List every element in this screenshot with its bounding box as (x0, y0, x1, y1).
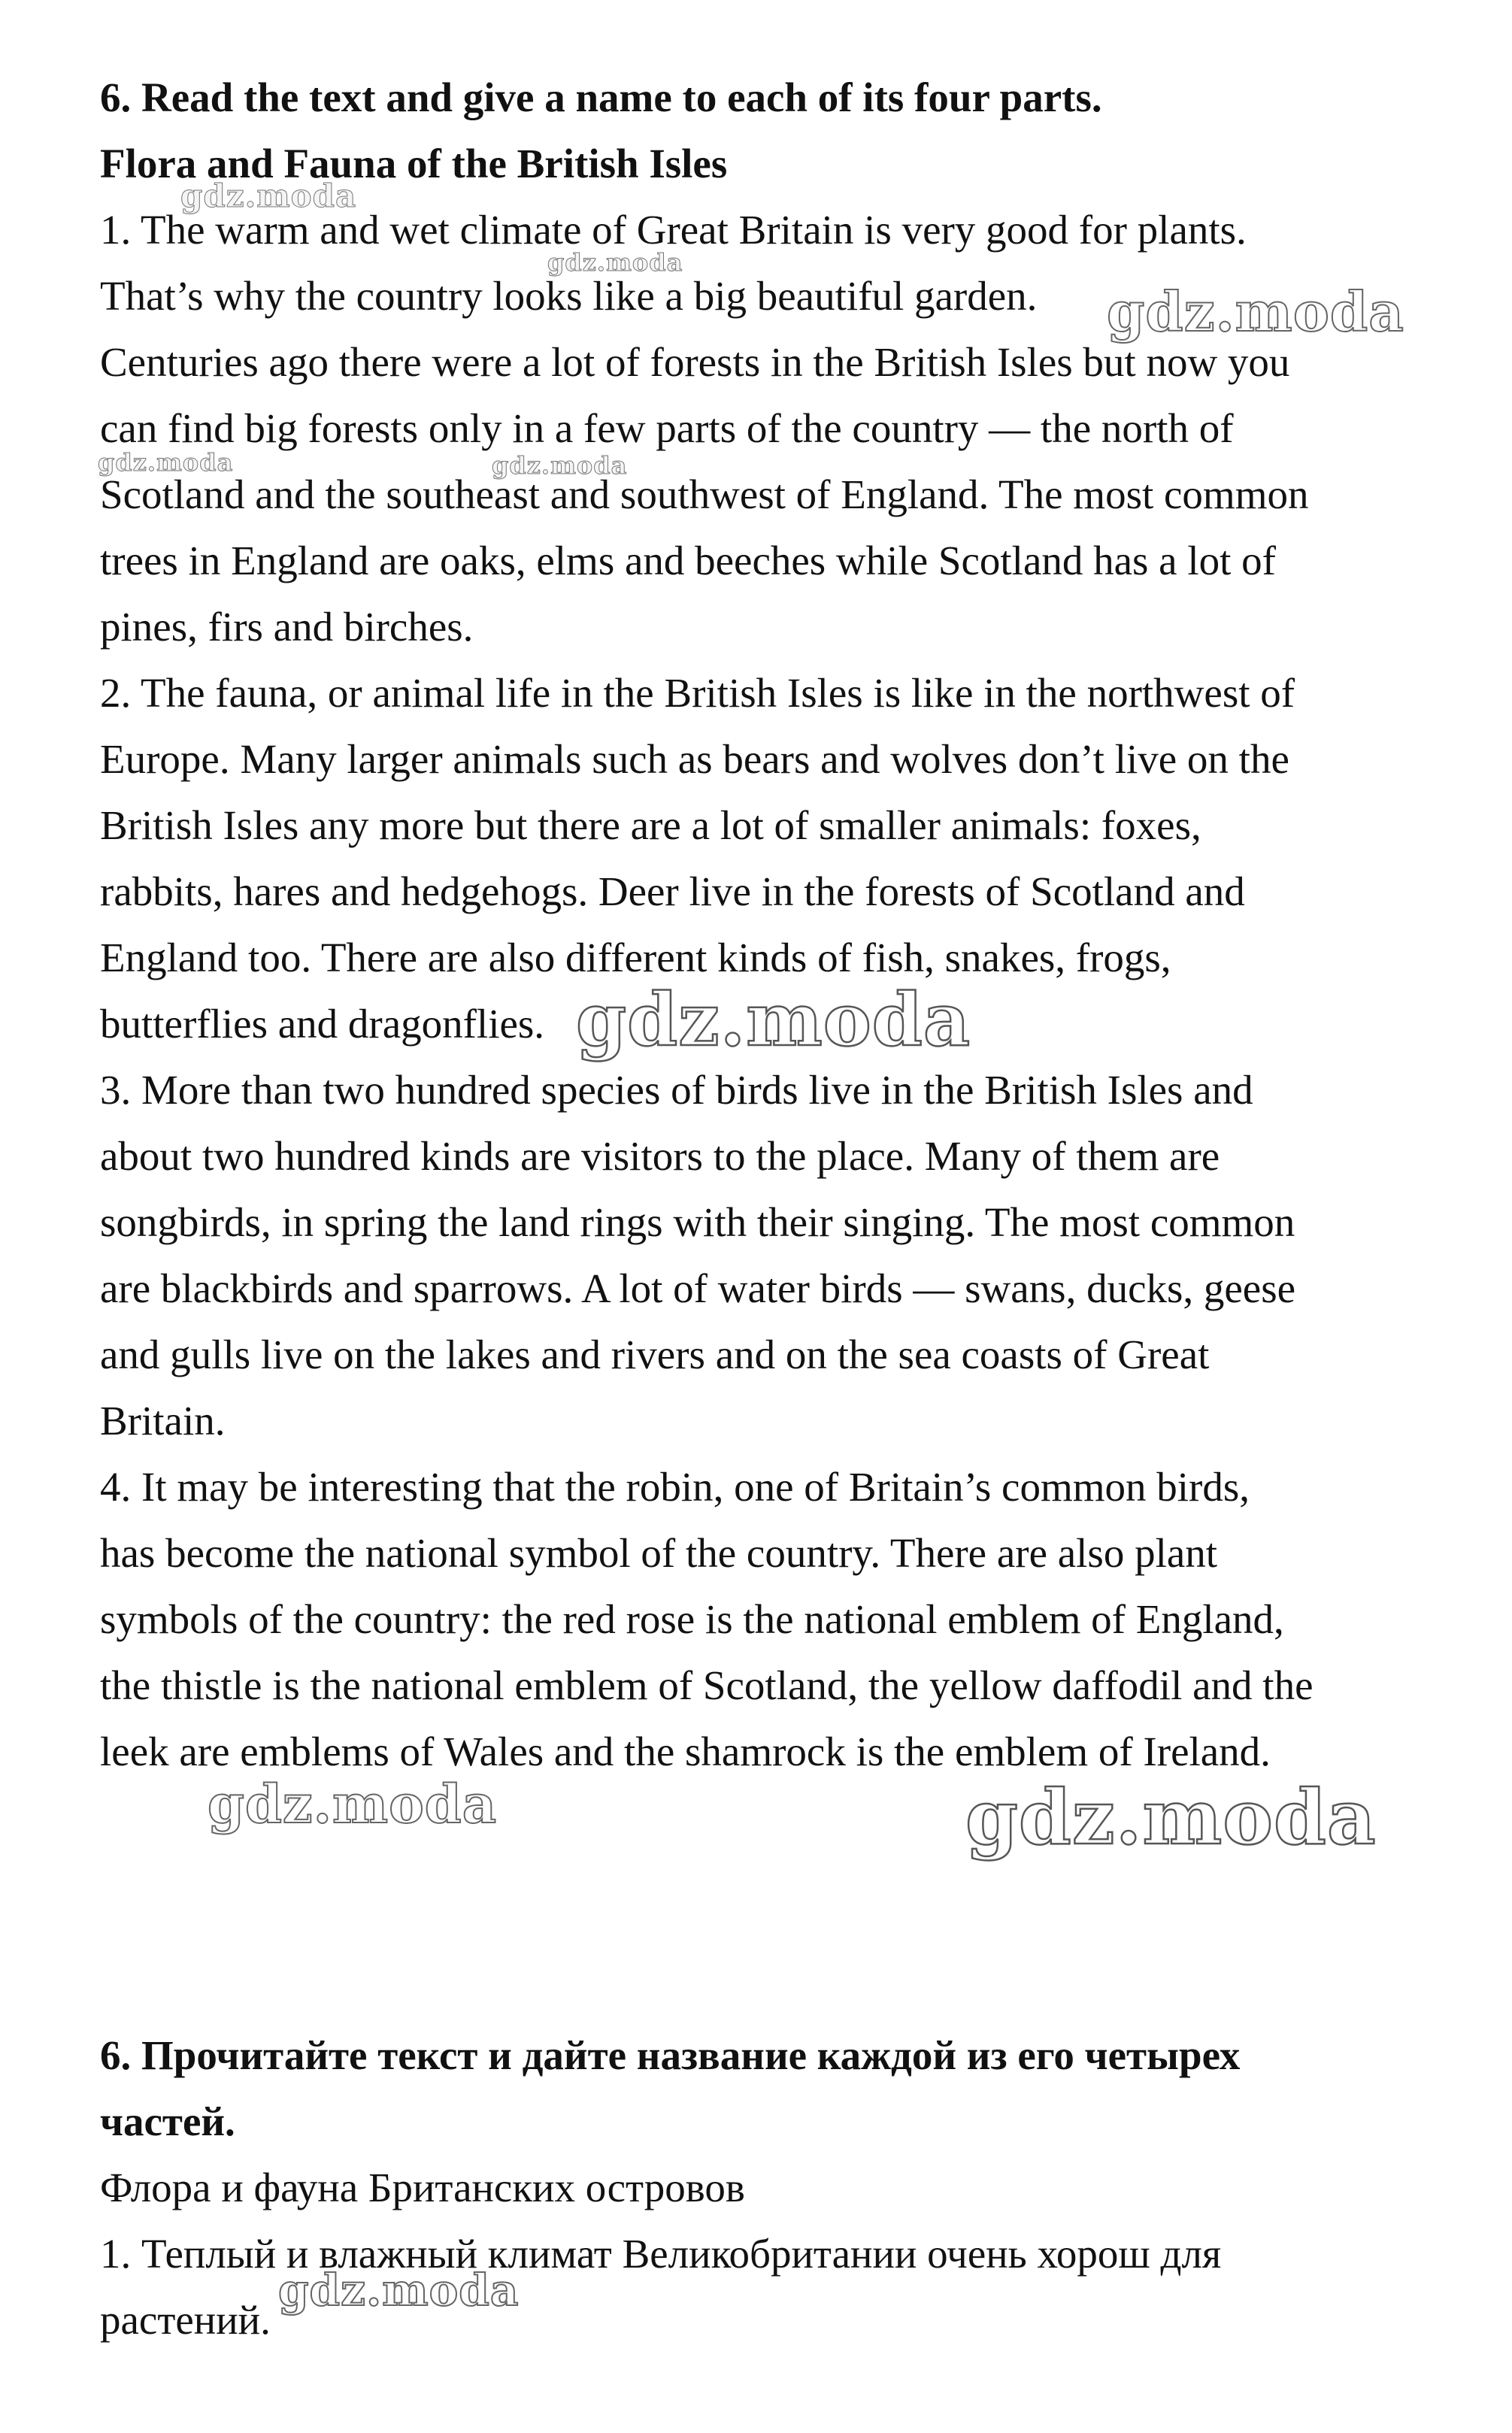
watermark: gdz.moda (180, 177, 357, 214)
paragraph-line: растений. (100, 2297, 271, 2343)
paragraph-line: 4. It may be interesting that the robin, one of Britain’s common birds, (100, 1464, 1250, 1510)
paragraph-line: Britain. (100, 1398, 226, 1444)
watermark: gdz.moda (547, 248, 683, 277)
task-heading-ru-line1: 6. Прочитайте текст и дайте название каждой из его четырех (100, 2032, 1241, 2078)
paragraph-line: are blackbirds and sparrows. A lot of water birds — swans, ducks, geese (100, 1265, 1296, 1311)
paragraph-line: has become the national symbol of the country. There are also plant (100, 1530, 1218, 1576)
task-heading-ru-line2: частей. (100, 2098, 235, 2144)
paragraph-line: 3. More than two hundred species of birds live in the British Isles and (100, 1067, 1253, 1113)
paragraph-line: songbirds, in spring the land rings with their singing. The most common (100, 1199, 1295, 1245)
paragraph-line: about two hundred kinds are visitors to the place. Many of them are (100, 1133, 1220, 1179)
paragraph-line: can find big forests only in a few parts of the country — the north of (100, 405, 1234, 451)
paragraph-line: 1. Теплый и влажный климат Великобритании очень хорош для (100, 2231, 1222, 2277)
text-title-en: Flora and Fauna of the British Isles (100, 141, 728, 186)
task-heading-en: 6. Read the text and give a name to each of its four parts. (100, 74, 1102, 120)
paragraph-line: pines, firs and birches. (100, 604, 474, 650)
paragraph-line: That’s why the country looks like a big beautiful garden. (100, 273, 1038, 319)
paragraph-line: the thistle is the national emblem of Scotland, the yellow daffodil and the (100, 1662, 1314, 1708)
paragraph-line: Europe. Many larger animals such as bears and wolves don’t live on the (100, 736, 1289, 782)
paragraph-line: rabbits, hares and hedgehogs. Deer live in the forests of Scotland and (100, 868, 1245, 914)
paragraph-line: and gulls live on the lakes and rivers and on the sea coasts of Great (100, 1332, 1210, 1377)
watermark: gdz.moda (576, 977, 971, 1062)
paragraph-line: trees in England are oaks, elms and beeches while Scotland has a lot of (100, 538, 1276, 583)
watermark: gdz.moda (1107, 280, 1404, 344)
paragraph-line: symbols of the country: the red rose is the national emblem of England, (100, 1596, 1284, 1642)
paragraph-line: 1. The warm and wet climate of Great Britain is very good for plants. (100, 207, 1247, 253)
paragraph-line: Centuries ago there were a lot of forests in the British Isles but now you (100, 339, 1290, 385)
paragraph-line: butterflies and dragonflies. (100, 1001, 545, 1047)
text-title-ru: Флора и фауна Британских островов (100, 2165, 745, 2210)
watermark: gdz.moda (965, 1773, 1377, 1862)
watermark: gdz.moda (208, 1773, 498, 1835)
watermark: gdz.moda (278, 2265, 520, 2316)
watermark: gdz.moda (492, 451, 628, 480)
watermark: gdz.moda (98, 448, 234, 477)
paragraph-line: leek are emblems of Wales and the shamrock is the emblem of Ireland. (100, 1729, 1271, 1774)
paragraph-line: England too. There are also different kinds of fish, snakes, frogs, (100, 935, 1171, 980)
paragraph-line: 2. The fauna, or animal life in the British Isles is like in the northwest of (100, 670, 1295, 716)
paragraph-line: Scotland and the southeast and southwest of England. The most common (100, 471, 1309, 517)
paragraph-line: British Isles any more but there are a lot of smaller animals: foxes, (100, 802, 1201, 848)
